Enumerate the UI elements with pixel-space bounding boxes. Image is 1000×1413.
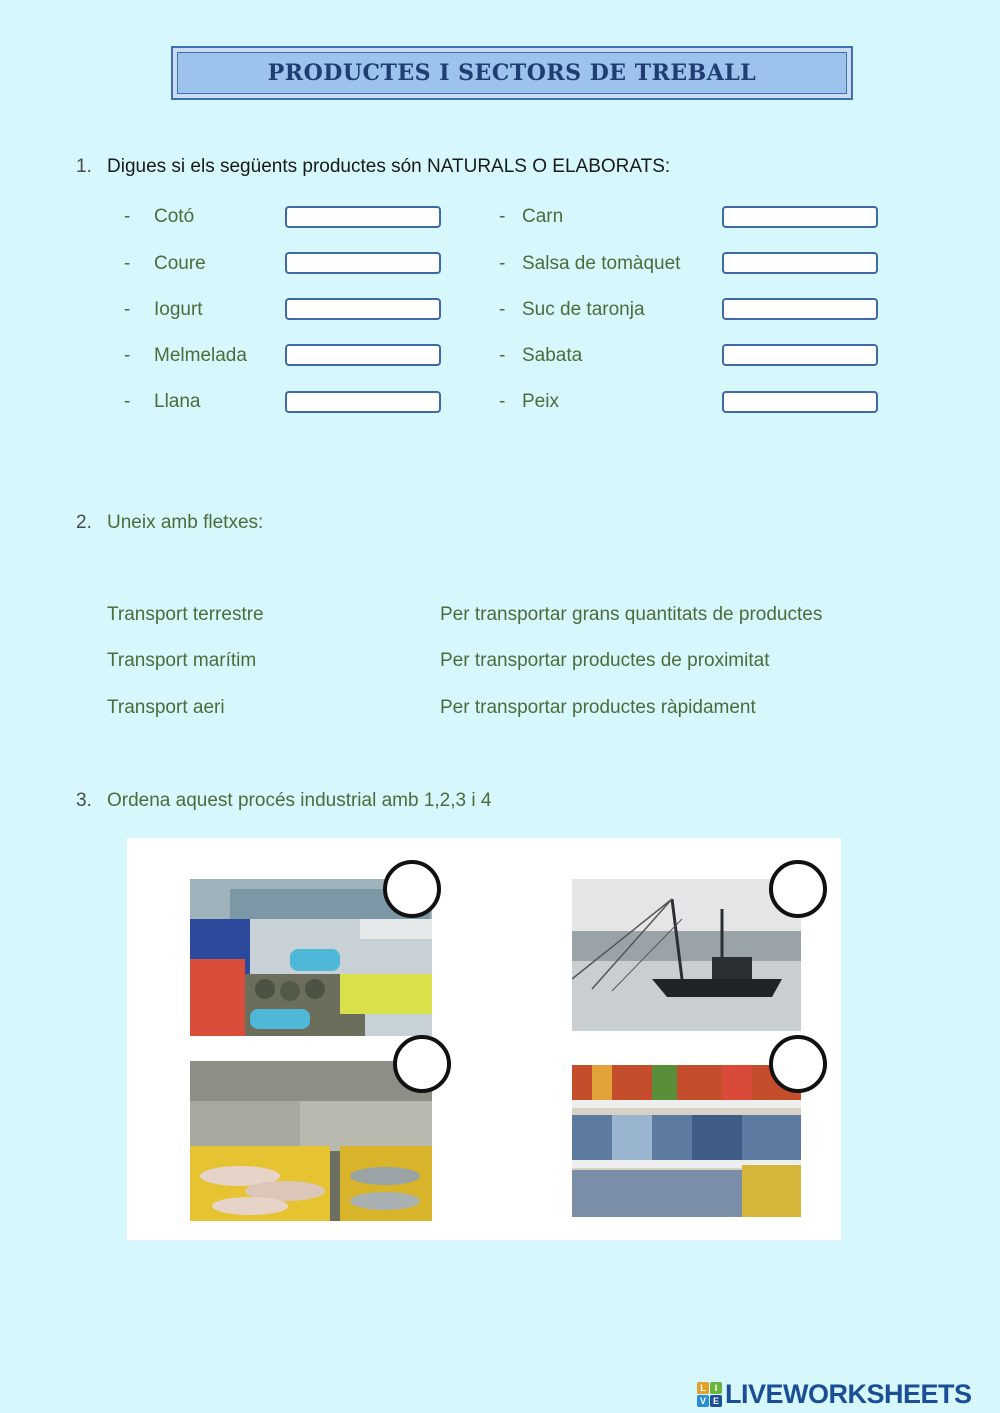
q1-dash: - <box>124 345 131 366</box>
q1-dash: - <box>499 206 506 227</box>
q2-left-aeri[interactable]: Transport aeri <box>107 697 225 718</box>
canned-food-shelf-photo <box>572 1065 801 1217</box>
q1-text: Digues si els següents productes són NATURALS O ELABORATS: <box>107 156 671 177</box>
q1-answer-box-suc[interactable] <box>722 298 878 320</box>
page-title: PRODUCTES I SECTORS DE TREBALL <box>267 60 757 86</box>
q1-dash: - <box>499 299 506 320</box>
fish-market-photo <box>190 1061 432 1221</box>
q1-dash: - <box>499 345 506 366</box>
q2-text: Uneix amb fletxes: <box>107 512 264 533</box>
q1-answer-box-llana[interactable] <box>285 391 441 413</box>
title-banner-inner <box>177 52 847 94</box>
order-circle-3[interactable] <box>393 1035 451 1093</box>
q2-left-terrestre[interactable]: Transport terrestre <box>107 604 264 625</box>
q1-item-suc: Suc de taronja <box>522 299 645 320</box>
fishing-boat-photo <box>572 879 801 1031</box>
order-circle-1[interactable] <box>383 860 441 918</box>
q1-answer-box-coure[interactable] <box>285 252 441 274</box>
q1-dash: - <box>124 391 131 412</box>
q3-number: 3. <box>76 790 92 811</box>
q1-dash: - <box>124 299 131 320</box>
q1-answer-box-iogurt[interactable] <box>285 298 441 320</box>
q1-item-llana: Llana <box>154 391 201 412</box>
q1-answer-box-peix[interactable] <box>722 391 878 413</box>
order-circle-2[interactable] <box>769 860 827 918</box>
q1-item-carn: Carn <box>522 206 564 227</box>
q2-right-grans-quantitats[interactable]: Per transportar grans quantitats de productes <box>440 604 823 625</box>
q1-answer-box-carn[interactable] <box>722 206 878 228</box>
q1-dash: - <box>124 253 131 274</box>
title-banner <box>171 46 853 100</box>
order-circle-4[interactable] <box>769 1035 827 1093</box>
q1-item-melmelada: Melmelada <box>154 345 247 366</box>
q2-right-proximitat[interactable]: Per transportar productes de proximitat <box>440 650 770 671</box>
q3-image-panel <box>127 838 841 1240</box>
liveworksheets-logo[interactable] <box>697 1377 972 1411</box>
q1-answer-box-salsa[interactable] <box>722 252 878 274</box>
q1-dash: - <box>124 206 131 227</box>
q1-item-sabata: Sabata <box>522 345 583 366</box>
q2-left-maritim[interactable]: Transport marítim <box>107 650 257 671</box>
q1-item-peix: Peix <box>522 391 559 412</box>
q1-item-salsa: Salsa de tomàquet <box>522 253 681 274</box>
q1-answer-box-coto[interactable] <box>285 206 441 228</box>
q1-number: 1. <box>76 156 92 177</box>
q2-number: 2. <box>76 512 92 533</box>
q1-answer-box-sabata[interactable] <box>722 344 878 366</box>
liveworksheets-logo-text: LIVEWORKSHEETS <box>725 1378 972 1409</box>
q1-answer-box-melmelada[interactable] <box>285 344 441 366</box>
q1-item-coto: Cotó <box>154 206 195 227</box>
q1-item-coure: Coure <box>154 253 206 274</box>
q3-text: Ordena aquest procés industrial amb 1,2,3 i 4 <box>107 790 492 811</box>
q1-item-iogurt: Iogurt <box>154 299 203 320</box>
q2-right-rapidament[interactable]: Per transportar productes ràpidament <box>440 697 756 718</box>
q1-dash: - <box>499 391 506 412</box>
liveworksheets-logo-icon: L I V E <box>697 1382 722 1407</box>
q1-dash: - <box>499 253 506 274</box>
